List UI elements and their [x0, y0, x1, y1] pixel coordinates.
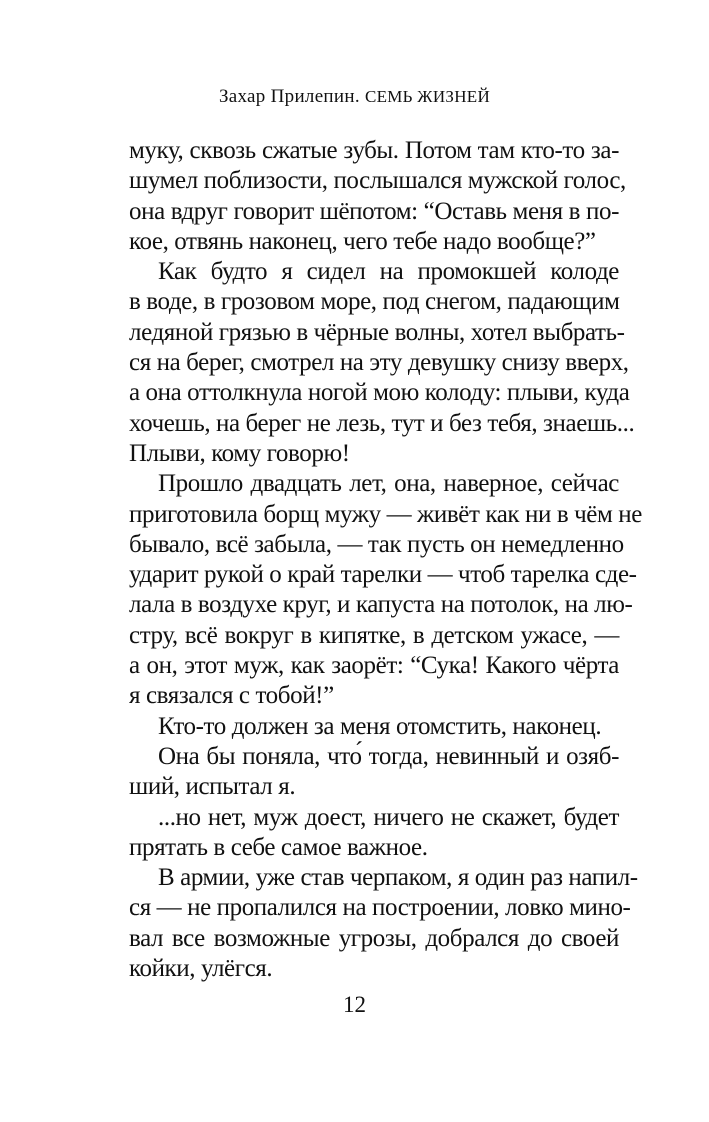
running-head [0, 86, 709, 108]
running-head-title: СЕМЬ ЖИЗНЕЙ [364, 87, 491, 106]
text-line: приготовила борщ мужу — живёт как ни в чём не [129, 500, 642, 528]
text-line: хочешь, на берег не лезь, тут и без тебя, знаешь... [129, 409, 635, 437]
text-line: стру, всё вокруг в кипятке, в детском ужасе, — [129, 621, 619, 649]
text-line: ледяной грязью в чёрные волны, хотел выбрать- [129, 318, 625, 346]
text-line: кое, отвянь наконец, чего тебе надо вообще?” [129, 227, 596, 255]
text-line: а она оттолкнула ногой мою колоду: плыви, куда [129, 379, 630, 407]
text-line: бывало, всё забыла, — так пусть он немедленно [129, 530, 624, 558]
body-text [129, 136, 642, 984]
text-line: ударит рукой о край тарелки — чтоб тарелка сде- [129, 561, 637, 589]
text-line: она вдруг говорит шёпотом: “Оставь меня в по- [129, 197, 619, 225]
text-line: шумел поблизости, послышался мужской голос, [129, 167, 626, 195]
text-line: лала в воздухе круг, и капуста на потолок, на лю- [129, 591, 633, 619]
text-line: Кто-то должен за меня отомстить, наконец. [158, 712, 602, 740]
text-line: ся — не пропалился на построении, ловко мино- [129, 894, 631, 922]
text-line: койки, улёгся. [129, 955, 273, 983]
text-line: ся на берег, смотрел на эту девушку снизу вверх, [129, 349, 629, 377]
text-line: ...но нет, муж доест, ничего не скажет, будет [158, 803, 619, 831]
text-line: В армии, уже став черпаком, я один раз напил- [158, 864, 638, 892]
text-line: Плыви, кому говорю! [129, 439, 350, 467]
running-head-author: Захар Прилепин. [218, 86, 365, 107]
text-line: вал все возможные угрозы, добрался до своей [129, 924, 619, 952]
text-line: Прошло двадцать лет, она, наверное, сейчас [158, 470, 619, 498]
text-line: прятать в себе самое важное. [129, 833, 428, 861]
text-line: ший, испытал я. [129, 773, 296, 801]
text-line: а он, этот муж, как заорёт: “Сука! Какого чёрта [129, 652, 619, 680]
text-line: Она бы поняла, что́ тогда, невинный и озяб- [158, 742, 619, 770]
text-line: в воде, в грозовом море, под снегом, падающим [129, 288, 620, 316]
page-number: 12 [343, 992, 366, 1017]
text-line: я связался с тобой!” [129, 682, 334, 710]
text-line: муку, сквозь сжатые зубы. Потом там кто-то за- [129, 137, 619, 164]
text-line: Как будто я сидел на промокшей колоде [158, 258, 619, 286]
